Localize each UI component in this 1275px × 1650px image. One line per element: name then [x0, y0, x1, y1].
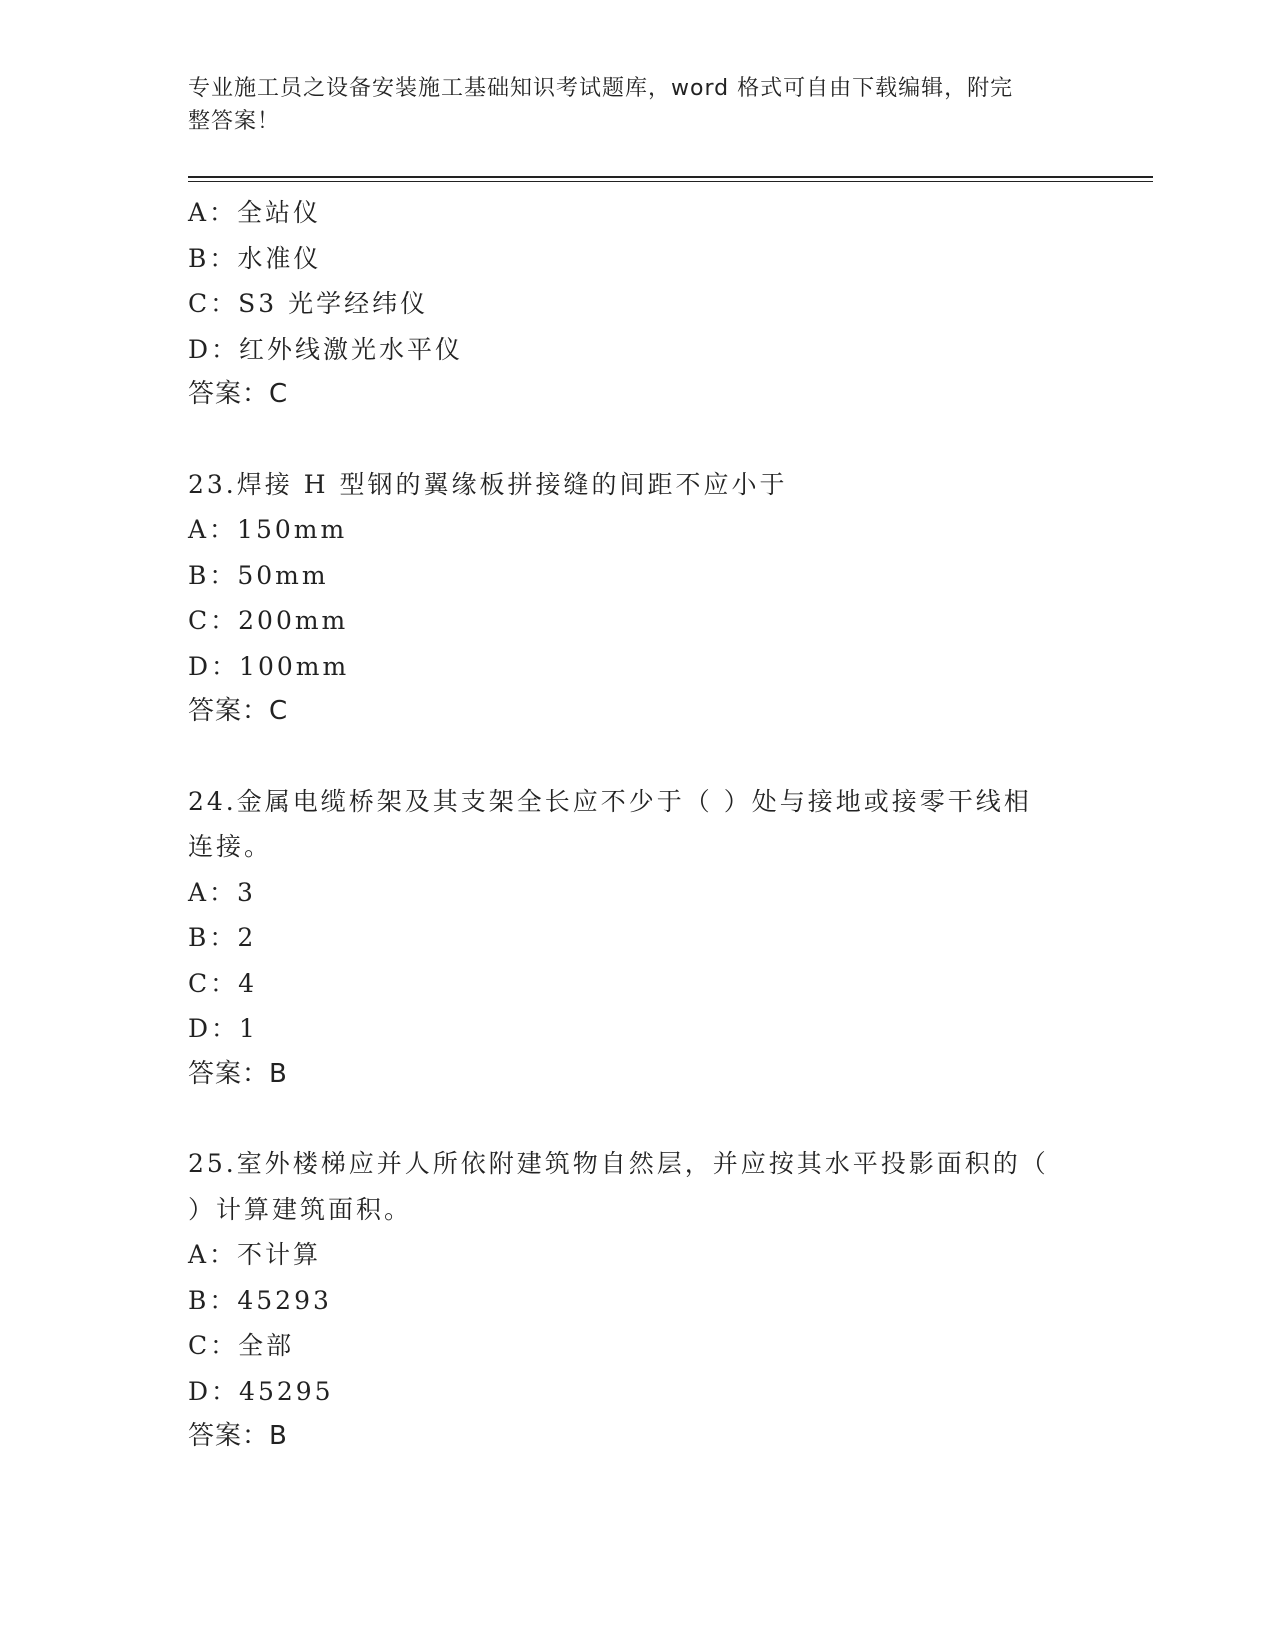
option-a: A：不计算 [188, 1240, 322, 1269]
answer: 答案：C [188, 379, 289, 409]
option-a: A：3 [188, 877, 256, 907]
option-d: D：1 [188, 1014, 258, 1043]
document-header [188, 72, 1068, 138]
question-25 [188, 1141, 1088, 1460]
header-line-1: 专业施工员之设备安装施工基础知识考试题库，word 格式可自由下载编辑，附完 [188, 76, 1014, 101]
answer: 答案：B [188, 1421, 288, 1451]
option-d: D：红外线激光水平仪 [188, 334, 464, 364]
question-text-line-1: 24.金属电缆桥架及其支架全长应不少于（ ）处与接地或接零干线相 [188, 786, 1032, 816]
question-text-line-2: 连接。 [188, 832, 273, 861]
option-a: A：全站仪 [188, 198, 322, 227]
question-text-line-1: 25.室外楼梯应并人所依附建筑物自然层，并应按其水平投影面积的（ [188, 1149, 1049, 1178]
option-c: C：S3 光学经纬仪 [188, 289, 429, 318]
header-rule-thick [188, 176, 1153, 178]
option-c: C：4 [188, 968, 258, 998]
question-text: 23.焊接 H 型钢的翼缘板拼接缝的间距不应小于 [188, 469, 788, 499]
spacer [188, 418, 1088, 462]
option-a: A：150mm [188, 515, 348, 544]
spacer [188, 1097, 1088, 1141]
spacer [188, 735, 1088, 779]
question-text-line-2: ）计算建筑面积。 [188, 1194, 413, 1224]
option-b: B：水准仪 [188, 243, 322, 273]
answer: 答案：C [188, 696, 289, 726]
option-b: B：2 [188, 923, 257, 952]
option-c: C：全部 [188, 1331, 295, 1360]
option-d: D：100mm [188, 651, 350, 681]
option-b: B：50mm [188, 560, 329, 590]
question-23 [188, 462, 1088, 735]
question-24 [188, 779, 1088, 1098]
header-line-2: 整答案！ [188, 109, 281, 134]
option-d: D：45295 [188, 1376, 334, 1406]
option-c: C：200mm [188, 606, 349, 635]
question-list [188, 190, 1088, 1460]
question-22 [188, 190, 1088, 418]
header-rule-thin [188, 181, 1153, 182]
answer: 答案：B [188, 1058, 288, 1089]
option-b: B：45293 [188, 1285, 332, 1315]
